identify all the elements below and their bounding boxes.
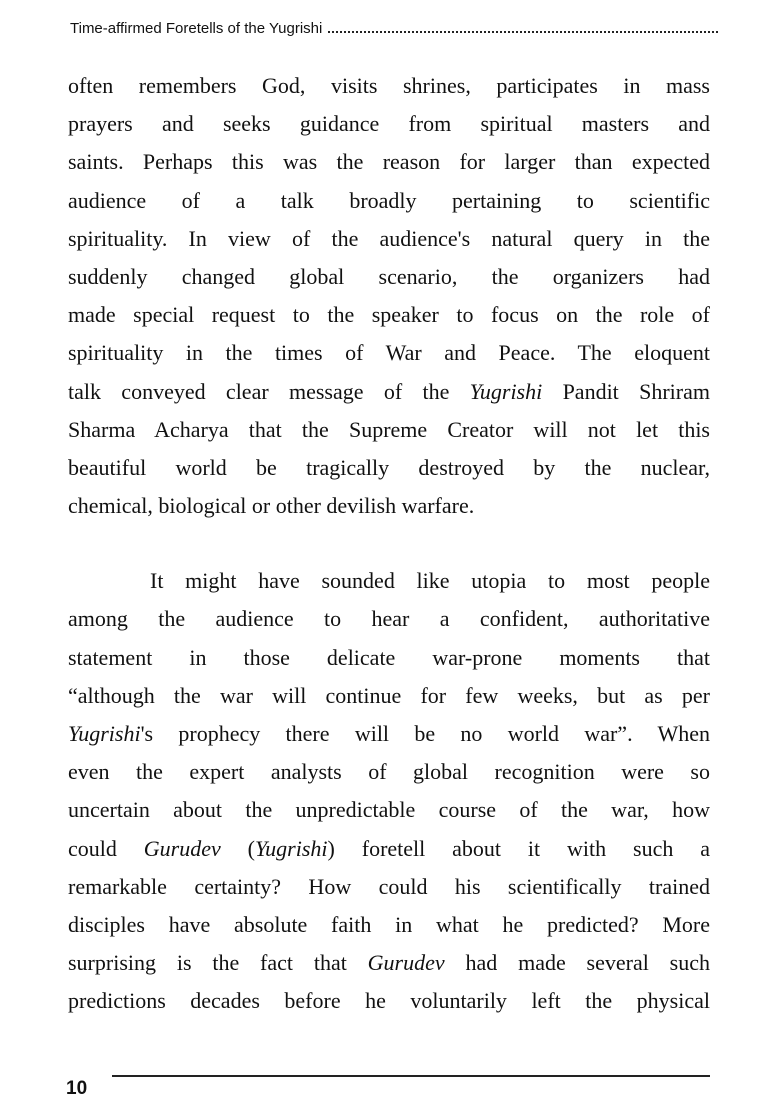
text-line: made special request to the speaker to focus on the role of bbox=[68, 302, 710, 328]
paragraph bbox=[68, 67, 710, 525]
text-line: beautiful world be tragically destroyed by the nuclear, bbox=[68, 454, 710, 480]
paragraph bbox=[68, 562, 710, 1020]
text-line: saints. Perhaps this was the reason for larger than expected bbox=[68, 149, 710, 175]
text-line: Sharma Acharya that the Supreme Creator will not let this bbox=[68, 416, 710, 442]
page-number: 10 bbox=[66, 1078, 88, 1099]
text-line: could Gurudev (Yugrishi) foretell about it with such a bbox=[68, 835, 710, 861]
text-line: It might have sounded like utopia to most people bbox=[150, 568, 710, 594]
text-line: prayers and seeks guidance from spiritual masters and bbox=[68, 111, 710, 137]
text-line: talk conveyed clear message of the Yugrishi Pandit Shriram bbox=[68, 378, 710, 404]
text-line: disciples have absolute faith in what he predicted? More bbox=[68, 911, 710, 937]
text-line: often remembers God, visits shrines, participates in mass bbox=[68, 73, 710, 98]
text-line: Yugrishi's prophecy there will be no world war”. When bbox=[68, 721, 710, 746]
footer-rule bbox=[112, 1075, 710, 1077]
text-line: surprising is the fact that Gurudev had made several such bbox=[68, 950, 711, 976]
text-line: statement in those delicate war-prone moments that bbox=[68, 644, 710, 670]
text-line: suddenly changed global scenario, the organizers had bbox=[68, 263, 710, 289]
text-line: audience of a talk broadly pertaining to scientific bbox=[68, 187, 710, 213]
body-text bbox=[68, 67, 710, 1021]
text-line: chemical, biological or other devilish warfare. bbox=[68, 493, 475, 519]
running-header bbox=[70, 11, 718, 37]
text-line: uncertain about the unpredictable course of the war, how bbox=[68, 797, 710, 823]
header-dotted-leader bbox=[328, 31, 718, 33]
text-line: predictions decades before he voluntarily left the physical bbox=[68, 988, 710, 1014]
running-title: Time-affirmed Foretells of the Yugrishi bbox=[70, 20, 323, 37]
text-line: spirituality. In view of the audience's natural query in the bbox=[68, 225, 710, 251]
text-line: “although the war will continue for few weeks, but as per bbox=[68, 682, 710, 708]
text-line: among the audience to hear a confident, authoritative bbox=[68, 606, 710, 632]
text-line: spirituality in the times of War and Peace. The eloquent bbox=[68, 340, 710, 366]
text-line: even the expert analysts of global recognition were so bbox=[68, 759, 710, 785]
paragraph-spacer bbox=[68, 525, 710, 562]
text-line: remarkable certainty? How could his scientifically trained bbox=[68, 873, 710, 899]
